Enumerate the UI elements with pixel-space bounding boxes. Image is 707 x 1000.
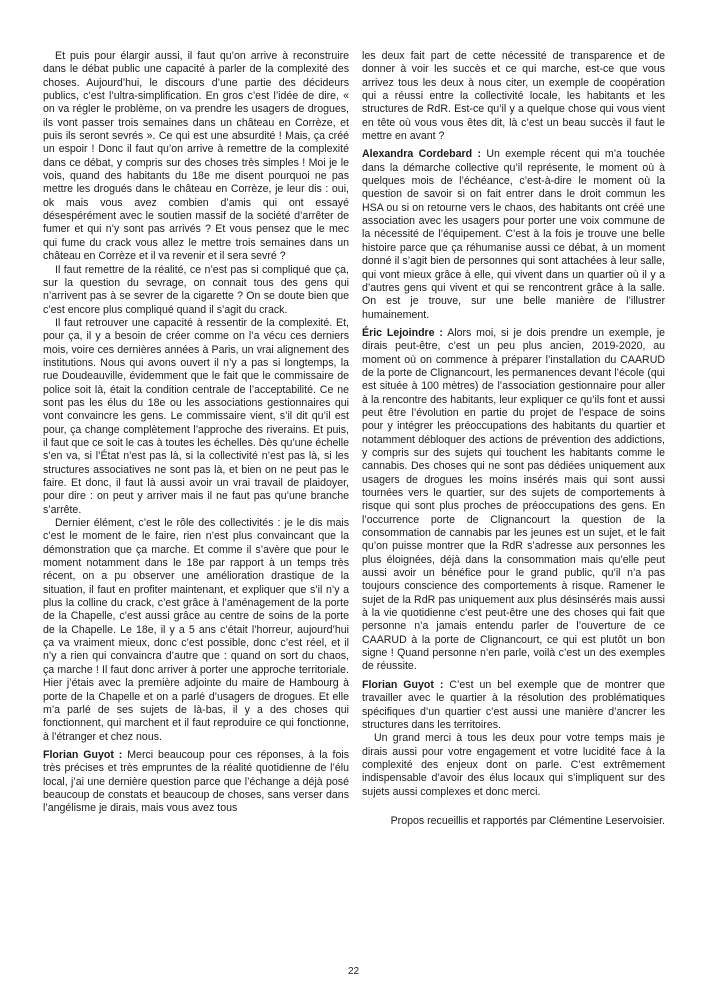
right-column: [362, 50, 665, 828]
continued-paragraph: [362, 50, 665, 143]
paragraph-text: Dernier élément, c’est le rôle des collectivités : je le dis mais c’est le moment de le faire, rien n’est plus convaincant que la démonstration que ça marche. Et comme il s’avère que pour le moment notamment dans le 18e par rapport à un temps très récent, on a pu observer une amélioration drastique de la situation, il faut en profiter maintenant, et expliquer que s’il n’y a plus la colline du crack, c’est grâce à l’aménagement de la porte de la Chapelle, c’est aussi grâce au centre de soins de la porte de la Chapelle. Le 18e, il y a 5 ans c’était l’horreur, aujourd’hui ça va vraiment mieux, donc c’est possible, donc c’est réel, et il n’y a rien qui convaincra d’autre que : quand on sort du chaos, ça marche ! Il faut donc arriver à porter une approche territoriale. Hier j’étais avec la première adjointe du maire de Hambourg à porte de la Chapelle et on a parlé d’usagers de drogues. Et elle m’a parlé de ses sujets de là-bas, il y a des choses qui fonctionnent, qui marchent et il faut reproduire ce qui fonctionne, à l’étranger et chez nous.: [43, 517, 349, 743]
body-paragraph: [43, 317, 349, 517]
speaker-name: Florian Guyot :: [362, 678, 444, 691]
paragraph-text: Il faut retrouver une capacité à ressentir de la complexité. Et, pour ça, il y a besoin de créer comme on l’a vécu ces derniers mois, voire ces dernières années à Paris, un vrai alignement des institutions. Nous qui avons ouvert il n’y a pas si longtemps, la rue Doudeauville, évidemment que le fait que le commissaire de police soit là, était la condition centrale de l’acceptabilité. Ce ne sont pas les élus du 18e ou les associations gestionnaires qui vont convaincre les gens. Le commissaire vient, s’il dit qu’il est pour, ça change complètement l’approche des riverains. Et puis, il faut que ce soit le cas à toutes les échelles. Dès qu’une échelle s’en va, si l’État n’est pas là, si la collectivité n’est pas là, si les structures associatives ne sont pas là, et bien on ne peut pas le faire. Et donc, il faut là aussi avoir un vrai travail de plaidoyer, pour dire : on peut y arriver mais il ne faut pas qu’une branche s’arrête.: [43, 316, 349, 516]
body-paragraph: [43, 264, 349, 317]
paragraph-text: Un exemple récent qui m’a touchée dans la démarche collective qu’il représente, le moment où à quelques mois de l’échéance, c’est-à-dire le moment où la question de savoir si on fait entrer dans le droit commun les HSA ou si on retourne vers le chaos, des habitants ont créé une association avec les usagers pour porter une voix commune de la nécessité de l’équipement. C’est à la fois je trouve une belle histoire parce que ça réhumanise aussi ce débat, à un moment donné il s’agit bien de personnes qui sont attachées à leur salle, qui vont mieux grâce à elle, qui vivent dans un quartier où il y a d’autres gens qui vivent et qui se rencontrent grâce à la salle. On est je trouve, sur une belle manière de l’illustrer humainement.: [362, 148, 665, 321]
paragraph-text: Propos recueillis et rapportés par Clémentine Leservoisier.: [390, 814, 665, 827]
credit-line: [362, 815, 665, 828]
speaker-name: Alexandra Cordebard :: [362, 148, 481, 161]
page-number: 22: [347, 966, 360, 977]
body-paragraph: [43, 517, 349, 744]
speaker-paragraph: [362, 327, 665, 674]
speaker-name: Éric Lejoindre :: [362, 326, 443, 339]
paragraph-text: les deux fait part de cette nécessité de transparence et de donner à voir les succès et ce qui marche, est-ce que vous arrivez tous les deux à nous citer, un exemple de coopération qui a réussi entre la collectivité locale, les habitants et les structures de RdR. Est-ce qu’il y a quelque chose qui vous vient en tête où vous vous êtes dit, là c’est un beau succès il faut le mettre en avant ?: [362, 50, 665, 143]
speaker-paragraph: [43, 749, 349, 816]
paragraph-text: Il faut remettre de la réalité, ce n’est pas si compliqué que ça, sur la question du sevrage, on connait tous des gens qui n’arrivent pas à se sevrer de la cigarette ? On se doute bien que c’est encore plus compliqué quand il s’agit du crack.: [43, 263, 349, 316]
paragraph-text: Et puis pour élargir aussi, il faut qu’on arrive à reconstruire dans le débat public une capacité à parler de la complexité des choses. Aujourd’hui, le discours d’une partie des décideurs publics, c’est l’ultra-simplification. En gros c’est l’idée de dire, « on va régler le problème, on va prendre les usagers de drogues, ils vont passer trois semaines dans un château en Corrèze, et puis ils seront sevrés ». Ce qui est une absurdité ! Mais, ça créé un espoir ! Donc il faut qu’on arrive à remettre de la complexité dans ce débat, y compris sur des choses très simples ! Moi je le vois, quand des habitants du 18e me disent pourquoi ne pas mettre les drogués dans le château en Corrèze, je leur dis : oui, ok mais vous avez combien d’amis qui ont essayé désespérément avec le soutien massif de la société d’arrêter de fumer et qui n’y sont pas arrivés ? Et vous pensez que le mec qui fume du crack vous allez le mettre trois semaines dans un château en Corrèze et il va revenir et il sera sevré ?: [43, 50, 349, 263]
paragraph-text: Un grand merci à tous les deux pour votre temps mais je dirais aussi pour votre engagement et votre lucidité face à la complexité des enjeux dont on parle. C’est extrêmement indispensable d’avoir des élus locaux qui s’impliquent sur des sujets aussi complexes et donc merci.: [362, 732, 665, 798]
paragraph-text: C’est un bel exemple que de montrer que travailler avec le quartier à la résolution des problématiques spécifiques d’un quartier c’est aussi une manière d’ancrer les structures dans les territoires.: [362, 678, 665, 731]
paragraph-text: Merci beaucoup pour ces réponses, à la fois très précises et très empruntes de la réalité quotidienne de l’élu local, j’ai une dernière question parce que l’échange a déjà posé beaucoup de constats et beaucoup de choses, sans verser dans l’angélisme je dirais, mais vous avez tous: [43, 748, 349, 815]
left-column: [43, 50, 349, 816]
speaker-paragraph: [362, 148, 665, 321]
body-paragraph: [362, 732, 665, 799]
paragraph-text: Alors moi, si je dois prendre un exemple, je dirais peut-être, c’est un peu plus ancien, 2019-2020, au moment où on commence à préparer l’installation du CAARUD de la porte de Clignancourt, les permanences devant l’école (qui est située à 100 mètres) de l’association gestionnaire pour aller à la rencontre des habitants, leur expliquer ce qu’ils font et aussi peut être l’évolution en partie du projet de l’espace de soins pour y intégrer les préoccupations des habitants du quartier et notamment débloquer des actions de prévention des addictions, y compris sur des sujets qui touchent les habitants comme le cannabis. Des choses qui ne sont pas dédiées uniquement aux usagers de drogues les moins insérés mais qui sont aussi tournées vers le quartier, sur des sujets de comportements à risque qui sont plus proches de préoccupations des gens. En l’occurrence porte de Clignancourt la question de la consommation de cannabis par les jeunes est un sujet, et le fait qu’on puisse montrer que la RdR s’adresse aux personnes les plus éloignées, déjà dans la consommation mais qu’elle peut aussi avoir un bénéfice pour le grand public, qu’il n’a pas toujours conscience des comportements à risque. Ramener le sujet de la RdR pas uniquement aux plus désinsérés mais aussi à la vie quotidienne c’est peut-être une des choses qui fait que personne n’a jamais entendu parler de l’ouverture de ce CAARUD à la porte de Clignancourt, ce qui est plutôt un bon signe ! Quand personne n’en parle, voilà c’est un des exemples de réussite.: [362, 326, 665, 673]
speaker-paragraph: [362, 679, 665, 732]
body-paragraph: [43, 50, 349, 264]
speaker-name: Florian Guyot :: [43, 748, 123, 761]
